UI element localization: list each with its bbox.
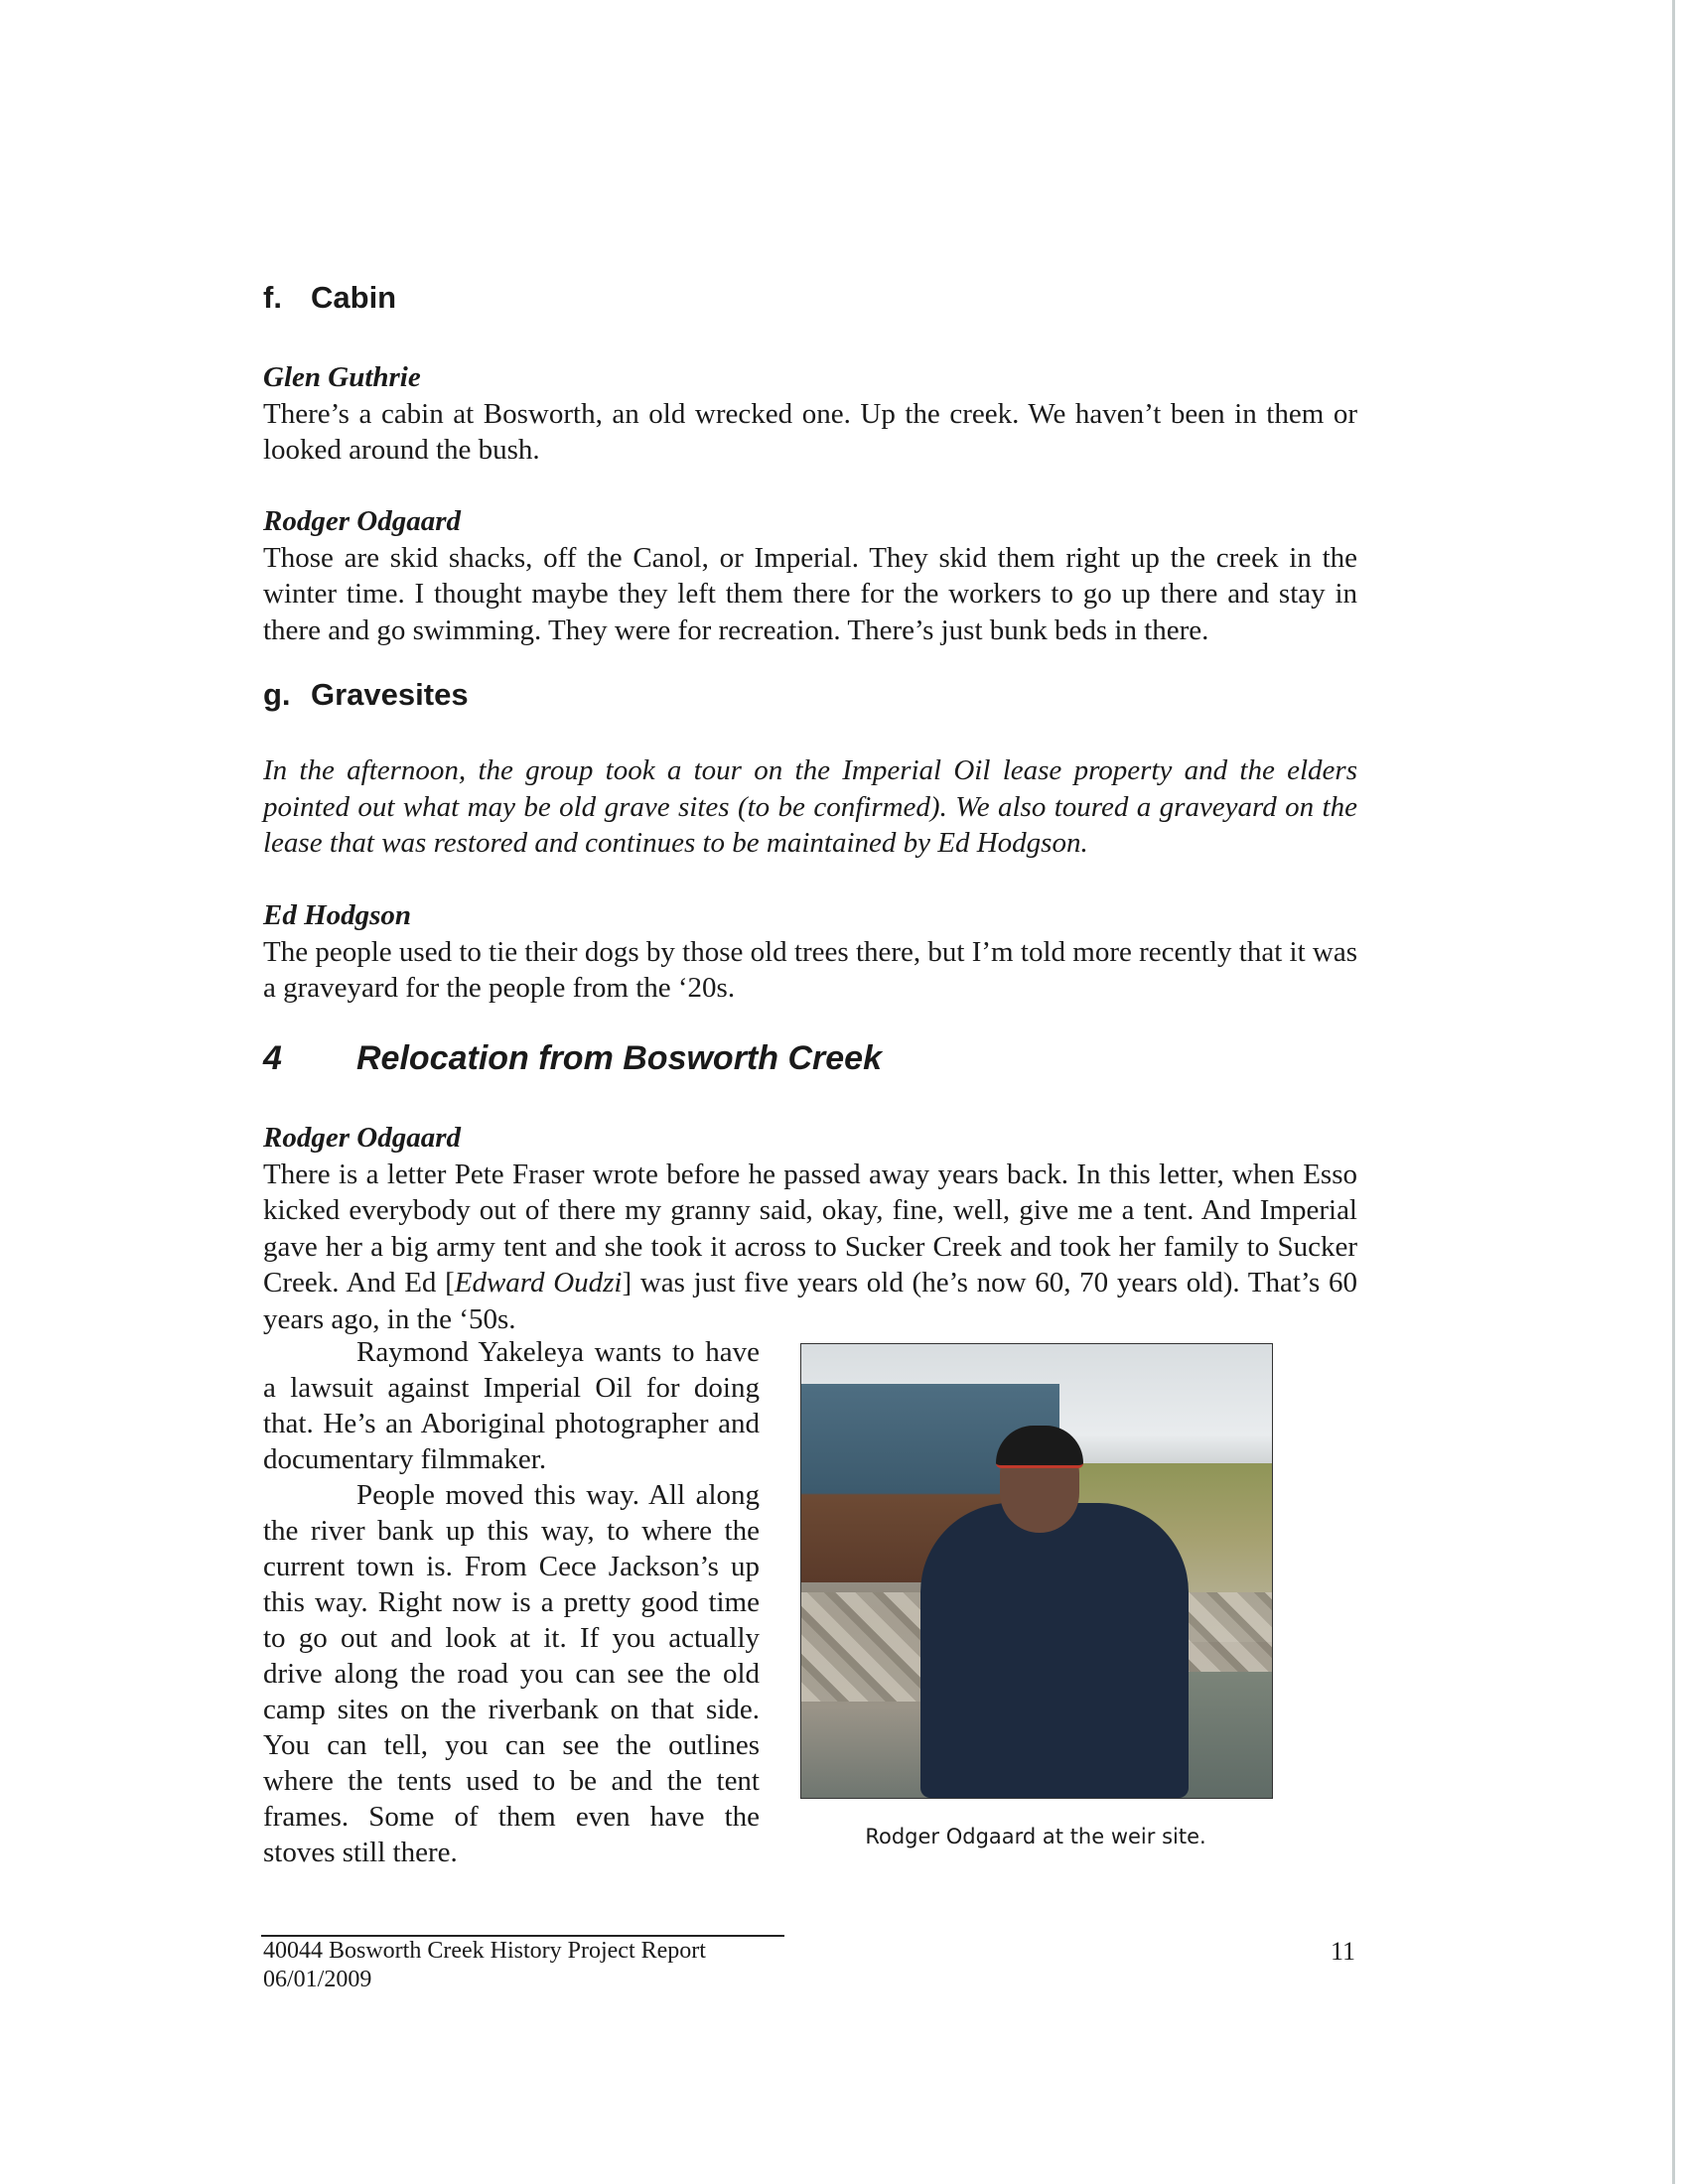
entry-glen-guthrie — [263, 359, 1357, 469]
section-title: Gravesites — [311, 677, 469, 712]
section-heading-gravesites — [263, 677, 469, 713]
chapter-heading-relocation — [263, 1039, 882, 1078]
chapter-title: Relocation from Bosworth Creek — [356, 1039, 882, 1077]
narration-gravesites: In the afternoon, the group took a tour on the Imperial Oil lease property and the elders pointed out what may be old grave sites (to be confirmed). We also toured a graveyard on the lease that was restored and continues to be maintained by Ed Hodgson. — [263, 754, 1357, 859]
wrapped-column — [263, 1334, 760, 1870]
photo-person — [920, 1503, 1189, 1798]
photo-rodger-odgaard-weir — [800, 1343, 1273, 1799]
entry-text: Those are skid shacks, off the Canol, or Imperial. They skid them right up the creek in the winter time. I thought maybe they left them there for the workers to go up there and stay in there and go swimming. They were for recreation. There’s just bunk beds in there. — [263, 541, 1357, 646]
footer-date: 06/01/2009 — [263, 1967, 372, 1992]
entry-text: The people used to tie their dogs by those old trees there, but I’m told more recently that it was a graveyard for the people from the ‘20s. — [263, 935, 1357, 1004]
paragraph: People moved this way. All along the river bank up this way, to where the current town is. From Cece Jackson’s up this way. Right now is a pretty good time to go out and look at it. If you actually drive along the road you can see the old camp sites on the riverbank on that side. You can tell, you can see the outlines where the tents used to be and the tent frames. Some of them even have the stoves still there. — [263, 1479, 760, 1868]
section-number: g. — [263, 677, 291, 712]
speaker-name: Rodger Odgaard — [263, 505, 461, 537]
scan-edge-line — [1672, 0, 1675, 2184]
photo-caption: Rodger Odgaard at the weir site. — [865, 1825, 1206, 1848]
paragraph: Raymond Yakeleya wants to have a lawsuit against Imperial Oil for doing that. He’s an Aboriginal photographer and documentary filmmaker. — [263, 1336, 760, 1475]
section-title: Cabin — [311, 280, 397, 315]
chapter-number: 4 — [263, 1039, 282, 1077]
entry-rodger-odgaard-cabin — [263, 503, 1357, 648]
footer — [263, 1937, 706, 1994]
entry-text-bracket: Edward Oudzi — [454, 1267, 623, 1298]
entry-rodger-odgaard-relocation — [263, 1120, 1357, 1337]
entry-text: There’s a cabin at Bosworth, an old wrecked one. Up the creek. We haven’t been in them or looked around the bush. — [263, 397, 1357, 466]
page-number: 11 — [1331, 1937, 1356, 1966]
entry-ed-hodgson — [263, 897, 1357, 1007]
speaker-name: Glen Guthrie — [263, 361, 421, 393]
entry-text-part1: There is a letter Pete Fraser wrote before he passed away years back. In this letter, when Esso kicked everybody out of there my granny said, okay, fine, well, give me a tent. And Imperial gave her a big army tent and she took it across to Sucker Creek and took her family to Sucker Creek. And Ed [ — [263, 1158, 1357, 1298]
footer-report-title: 40044 Bosworth Creek History Project Report — [263, 1938, 706, 1964]
speaker-name: Ed Hodgson — [263, 899, 412, 931]
section-number: f. — [263, 280, 282, 315]
speaker-name: Rodger Odgaard — [263, 1122, 461, 1154]
section-heading-cabin — [263, 280, 396, 316]
entry-text-part2: ] was just five years old (he’s now 60, 70 years old). That’s 60 years ago, in the ‘50s. — [263, 1267, 1357, 1335]
